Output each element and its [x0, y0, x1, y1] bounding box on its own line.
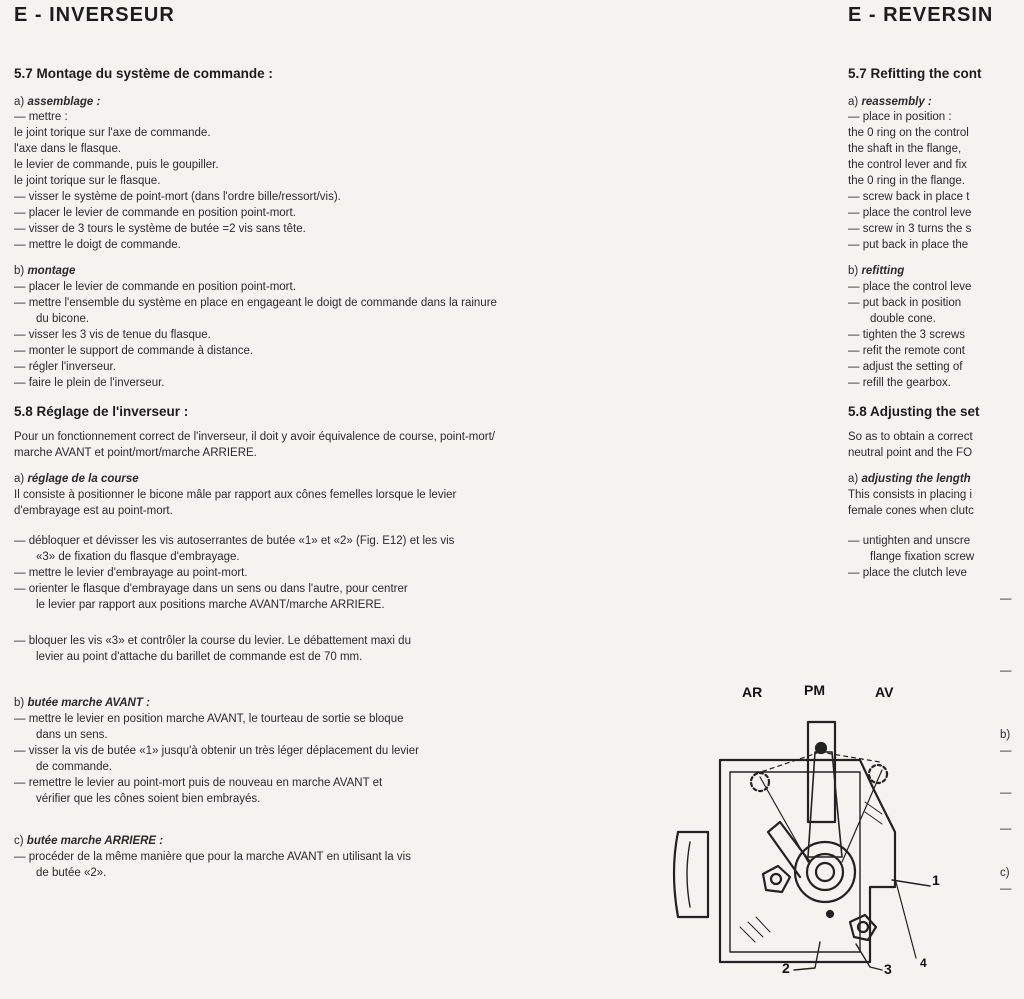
label-screw-2: 2 [782, 960, 790, 976]
fr-rb-item: de commande. [36, 761, 113, 773]
en-fragment-dash: — [1000, 883, 1012, 895]
en-fragment-dash: — [1000, 823, 1012, 835]
fr-a-item: — visser le système de point-mort (dans l'ordre bille/ressort/vis). [14, 191, 341, 203]
fr-s58-intro: Pour un fonctionnement correct de l'inverseur, il doit y avoir équivalence de course, point-mort/ [14, 431, 495, 443]
label-av: AV [875, 684, 894, 700]
en-a-item: the control lever and fix [848, 159, 967, 171]
fr-s58-intro: marche AVANT et point/mort/marche ARRIERE. [14, 447, 257, 459]
fr-b-item: du bicone. [36, 313, 90, 325]
en-section-5-7-title: 5.7 Refitting the cont [848, 66, 982, 81]
fr-ra-text: d'embrayage est au point-mort. [14, 505, 173, 517]
fr-section-5-7-title: 5.7 Montage du système de commande : [14, 66, 273, 81]
fr-rc-heading: c) butée marche ARRIERE : [14, 835, 164, 847]
fr-a-item: — visser de 3 tours le système de butée =2 vis sans tête. [14, 223, 306, 235]
en-s58-intro: So as to obtain a correct [848, 431, 973, 443]
en-fragment-dash: — [1000, 593, 1012, 605]
fr-b-heading: b) montage [14, 265, 76, 277]
reverser-drawing [660, 682, 950, 982]
en-b-item: — refit the remote cont [848, 345, 965, 357]
fr-rb-item: — visser la vis de butée «1» jusqu'à obtenir un très léger déplacement du levier [14, 745, 419, 757]
en-ra-text: female cones when clutc [848, 505, 974, 517]
en-b-item: — tighten the 3 screws [848, 329, 965, 341]
fr-ra-item: «3» de fixation du flasque d'embrayage. [36, 551, 240, 563]
fr-ra-item: — mettre le levier d'embrayage au point-mort. [14, 567, 248, 579]
en-b-item: — refill the gearbox. [848, 377, 951, 389]
fr-rb-item: vérifier que les cônes soient bien embrayés. [36, 793, 261, 805]
fr-rc-item: de butée «2». [36, 867, 107, 879]
fr-rb-heading: b) butée marche AVANT : [14, 697, 150, 709]
fr-a-item: — mettre le doigt de commande. [14, 239, 181, 251]
en-ra-heading: a) adjusting the length [848, 473, 971, 485]
fr-rb-item: — mettre le levier en position marche AVANT, le tourteau de sortie se bloque [14, 713, 404, 725]
en-section-5-8-title: 5.8 Adjusting the set [848, 404, 980, 419]
english-header: E - REVERSIN [848, 4, 994, 26]
en-ra-item: flange fixation screw [870, 551, 975, 563]
en-s58-intro: neutral point and the FO [848, 447, 973, 459]
en-fragment-dash: — [1000, 665, 1012, 677]
en-a-item: — screw in 3 turns the s [848, 223, 972, 235]
french-header: E - INVERSEUR [14, 4, 175, 26]
fr-ra-item: — bloquer les vis «3» et contrôler la course du levier. Le débattement maxi du [14, 635, 411, 647]
fr-a-heading: a) assemblage : [14, 96, 101, 108]
en-ra-item: — untighten and unscre [848, 535, 971, 547]
fr-rb-item: dans un sens. [36, 729, 108, 741]
label-screw-3: 3 [884, 961, 892, 977]
fr-b-item: — mettre l'ensemble du système en place en engageant le doigt de commande dans la rainure [14, 297, 497, 309]
en-a-item: the 0 ring on the control [848, 127, 969, 139]
label-pm: PM [804, 682, 825, 698]
en-b-heading: b) refitting [848, 265, 905, 277]
fr-ra-item: — orienter le flasque d'embrayage dans un sens ou dans l'autre, pour centrer [14, 583, 408, 595]
fr-ra-text: Il consiste à positionner le bicone mâle par rapport aux cônes femelles lorsque le levier [14, 489, 457, 501]
fr-ra-item: le levier par rapport aux positions marche AVANT/marche ARRIERE. [36, 599, 385, 611]
en-a-item: the 0 ring in the flange. [848, 175, 965, 187]
fr-a-item: — mettre : [14, 111, 68, 123]
en-b-item: — put back in position [848, 297, 962, 309]
fr-b-item: — régler l'inverseur. [14, 361, 116, 373]
fr-a-item: le joint torique sur le flasque. [14, 175, 161, 187]
fr-rc-item: — procéder de la même manière que pour la marche AVANT en utilisant la vis [14, 851, 411, 863]
en-a-item: — place in position : [848, 111, 952, 123]
fr-a-item: le levier de commande, puis le goupiller. [14, 159, 219, 171]
fr-ra-item: levier au point d'attache du barillet de commande est de 70 mm. [36, 651, 363, 663]
en-fragment-dash: — [1000, 745, 1012, 757]
fr-ra-heading: a) réglage de la course [14, 473, 139, 485]
en-a-heading: a) reassembly : [848, 96, 932, 108]
en-fragment-label: c) [1000, 867, 1010, 879]
fr-a-item: le joint torique sur l'axe de commande. [14, 127, 211, 139]
fr-rb-item: — remettre le levier au point-mort puis de nouveau en marche AVANT et [14, 777, 383, 789]
en-b-item: — adjust the setting of [848, 361, 963, 373]
en-a-item: — put back in place the [848, 239, 969, 251]
fr-b-item: — monter le support de commande à distance. [14, 345, 254, 357]
label-ar: AR [742, 684, 763, 700]
en-ra-item: — place the clutch leve [848, 567, 967, 579]
en-a-item: — place the control leve [848, 207, 972, 219]
fr-a-item: — placer le levier de commande en position point-mort. [14, 207, 296, 219]
fr-section-5-8-title: 5.8 Réglage de l'inverseur : [14, 404, 189, 419]
reverser-diagram [660, 682, 950, 982]
en-fragment-dash: — [1000, 787, 1012, 799]
en-fragment-label: b) [1000, 729, 1011, 741]
fr-a-item: l'axe dans le flasque. [14, 143, 122, 155]
en-b-item: — place the control leve [848, 281, 972, 293]
en-a-item: — screw back in place t [848, 191, 970, 203]
fr-ra-item: — débloquer et dévisser les vis autoserrantes de butée «1» et «2» (Fig. E12) et les vis [14, 535, 455, 547]
fr-b-item: — faire le plein de l'inverseur. [14, 377, 165, 389]
en-ra-text: This consists in placing i [848, 489, 972, 501]
label-screw-1: 1 [932, 872, 940, 888]
fr-b-item: — visser les 3 vis de tenue du flasque. [14, 329, 211, 341]
label-4: 4 [920, 956, 927, 970]
en-a-item: the shaft in the flange, [848, 143, 962, 155]
fr-b-item: — placer le levier de commande en position point-mort. [14, 281, 296, 293]
en-b-item: double cone. [870, 313, 936, 325]
